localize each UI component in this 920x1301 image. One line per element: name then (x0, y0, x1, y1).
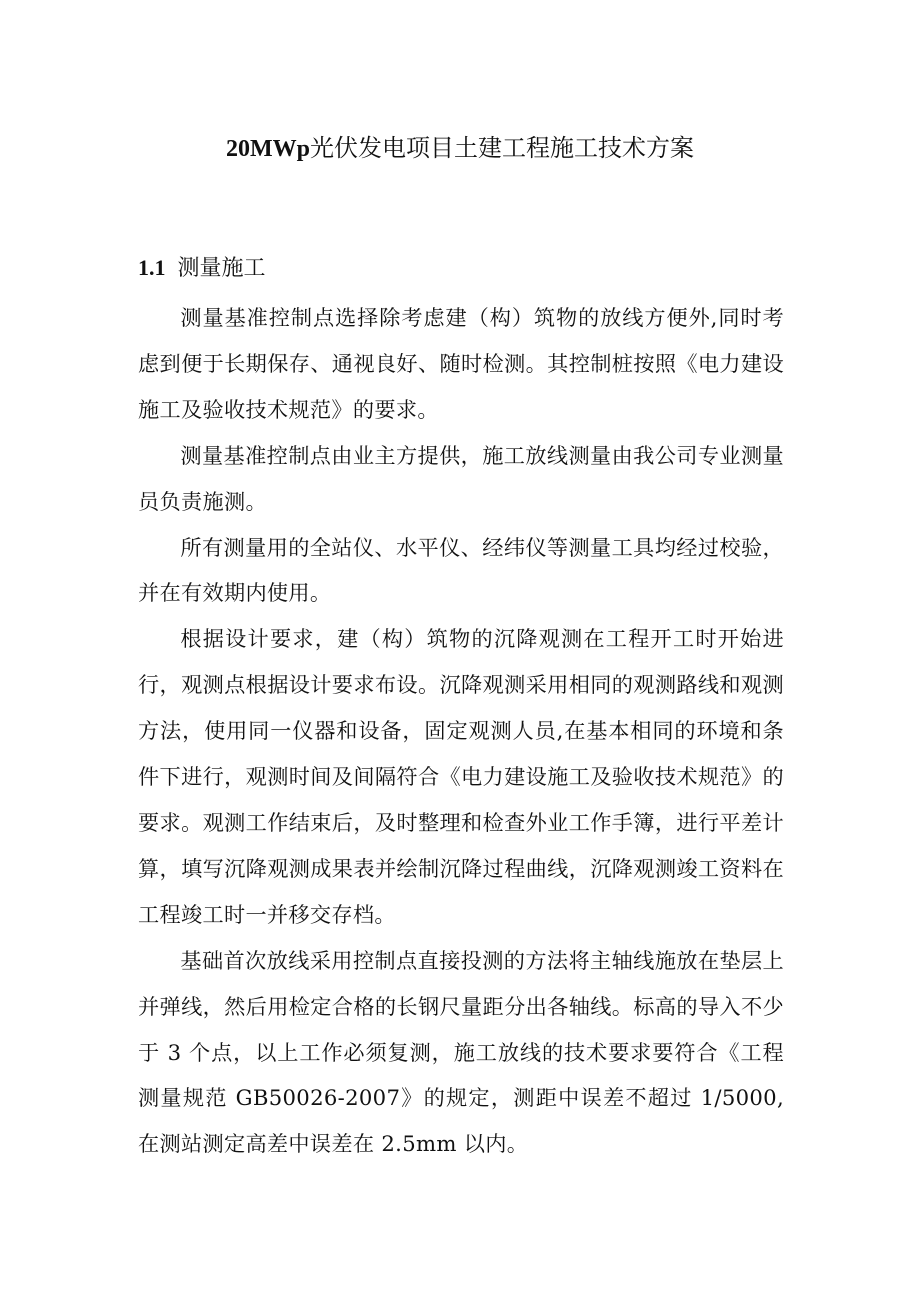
section-number: 1.1 (138, 255, 166, 280)
title-prefix: 20MWp (226, 136, 310, 162)
section-title: 测量施工 (177, 256, 266, 281)
paragraph: 测量基准控制点由业主方提供，施工放线测量由我公司专业测量员负责施测。 (138, 442, 784, 514)
paragraph: 所有测量用的全站仪、水平仪、经纬仪等测量工具均经过校验，并在有效期内使用。 (138, 534, 784, 606)
section-body (138, 295, 784, 1167)
document-title (0, 130, 920, 167)
paragraph: 基础首次放线采用控制点直接投测的方法将主轴线施放在垫层上并弹线，然后用检定合格的长钢尺量距分出各轴线。标高的导入不少于 3 个点，以上工作必须复测，施工放线的技术要求要符合《工程测量规范 GB50026-2007》的规定，测距中误差不超过 1/5000,在测站测定高差中误差在 2.5mm 以内。 (138, 947, 784, 1157)
section-heading (138, 252, 266, 285)
title-rest: 光伏发电项目土建工程施工技术方案 (310, 134, 694, 162)
paragraph: 根据设计要求，建（构）筑物的沉降观测在工程开工时开始进行，观测点根据设计要求布设。沉降观测采用相同的观测路线和观测方法，使用同一仪器和设备，固定观测人员,在基本相同的环境和条件下进行，观测时间及间隔符合《电力建设施工及验收技术规范》的要求。观测工作结束后，及时整理和检查外业工作手簿，进行平差计算，填写沉降观测成果表并绘制沉降过程曲线，沉降观测竣工资料在工程竣工时一并移交存档。 (138, 626, 784, 927)
paragraph: 测量基准控制点选择除考虑建（构）筑物的放线方便外,同时考虑到便于长期保存、通视良好、随时检测。其控制桩按照《电力建设施工及验收技术规范》的要求。 (138, 305, 784, 422)
